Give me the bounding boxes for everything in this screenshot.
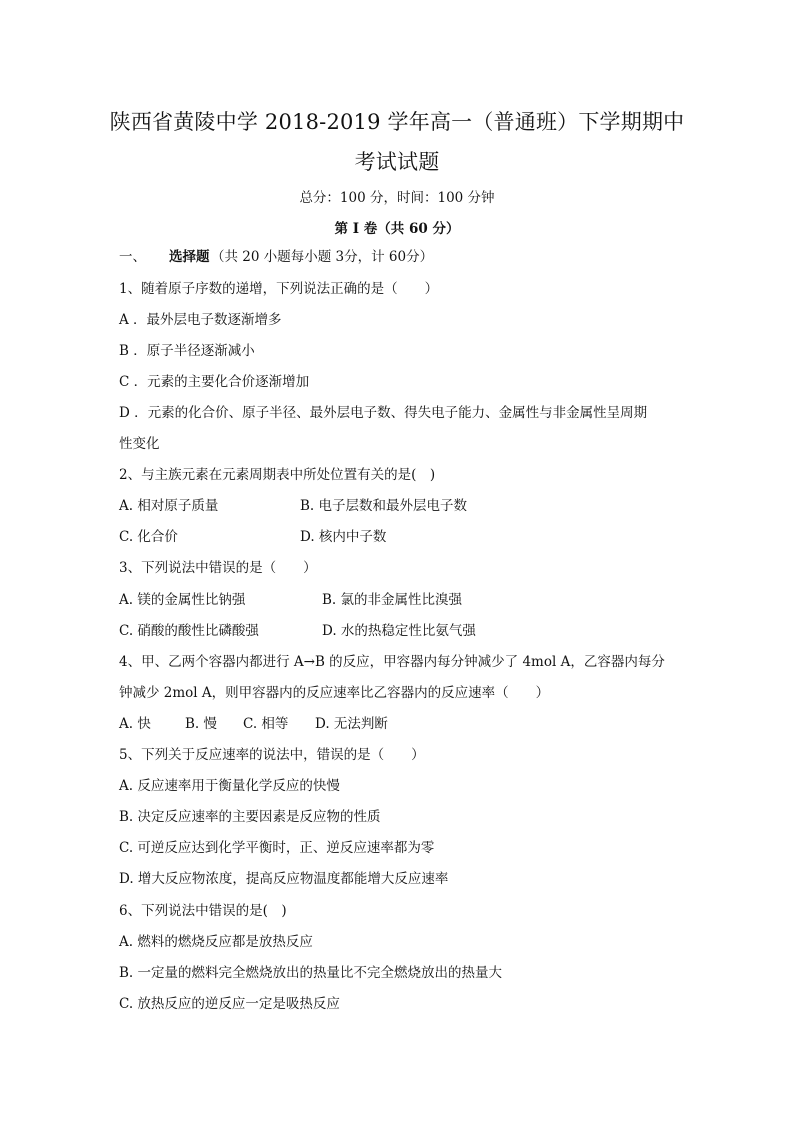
question-3-option-c: C. 硝酸的酸性比磷酸强 <box>119 623 259 639</box>
question-1-option-d: D ．元素的化合价、原子半径、最外层电子数、得失电子能力、金属性与非金属性呈周期 <box>119 405 648 421</box>
question-5-option-b: B. 决定反应速率的主要因素是反应物的性质 <box>119 809 381 825</box>
question-4-option-c: C. 相等 <box>243 716 289 732</box>
question-6-option-c: C. 放热反应的逆反应一定是吸热反应 <box>119 996 340 1012</box>
question-1-option-b: B ．原子半径逐渐减小 <box>119 343 255 359</box>
question-5-option-a: A. 反应速率用于衡量化学反应的快慢 <box>119 778 340 794</box>
exam-meta: 总分：100 分，时间：100 分钟 <box>299 190 495 206</box>
question-4-option-d: D. 无法判断 <box>315 716 388 732</box>
question-6-stem: 6、下列说法中错误的是( ) <box>119 903 287 919</box>
question-2-option-a: A. 相对原子质量 <box>119 498 219 514</box>
question-5-option-d: D. 增大反应物浓度，提高反应物温度都能增大反应速率 <box>119 871 449 887</box>
question-3-option-b: B. 氯的非金属性比溴强 <box>322 592 463 608</box>
question-1-option-c: C ．元素的主要化合价逐渐增加 <box>119 374 310 390</box>
question-6-option-a: A. 燃料的燃烧反应都是放热反应 <box>119 934 313 950</box>
question-2-option-b: B. 电子层数和最外层电子数 <box>300 498 468 514</box>
question-2-option-d: D. 核内中子数 <box>300 529 387 545</box>
question-2-option-c: C. 化合价 <box>119 529 178 545</box>
question-3-stem: 3、下列说法中错误的是（ ） <box>119 560 317 576</box>
question-2-stem: 2、与主族元素在元素周期表中所处位置有关的是( ) <box>119 467 436 483</box>
section-heading: 第 I 卷（共 60 分） <box>334 221 460 237</box>
question-4-stem-line2: 钟减少 2mol A，则甲容器内的反应速率比乙容器内的反应速率（ ） <box>119 685 550 701</box>
question-6-option-b: B. 一定量的燃料完全燃烧放出的热量比不完全燃烧放出的热量大 <box>119 965 503 981</box>
question-1-stem: 1、随着原子序数的递增，下列说法正确的是（ ） <box>119 281 439 297</box>
exam-title-line1: 陕西省黄陵中学 2018-2019 学年高一（普通班）下学期期中 <box>109 110 685 134</box>
exam-title-line2: 考试试题 <box>354 150 440 174</box>
part-description: （共 20 小题每小题 3分，计 60分） <box>211 249 434 265</box>
question-4-stem-line1: 4、甲、乙两个容器内都进行 A→B 的反应，甲容器内每分钟减少了 4mol A，乙容器内每分 <box>119 654 665 670</box>
question-5-option-c: C. 可逆反应达到化学平衡时，正、逆反应速率都为零 <box>119 840 435 856</box>
question-4-option-a: A. 快 <box>119 716 151 732</box>
question-5-stem: 5、下列关于反应速率的说法中，错误的是（ ） <box>119 747 425 763</box>
question-3-option-d: D. 水的热稳定性比氨气强 <box>322 623 476 639</box>
question-1-option-a: A ．最外层电子数逐渐增多 <box>119 312 282 328</box>
question-1-option-d-continued: 性变化 <box>119 436 160 452</box>
question-4-option-b: B. 慢 <box>185 716 218 732</box>
question-3-option-a: A. 镁的金属性比钠强 <box>119 592 246 608</box>
part-name: 选择题 <box>169 249 210 265</box>
part-number: 一、 <box>119 249 146 265</box>
